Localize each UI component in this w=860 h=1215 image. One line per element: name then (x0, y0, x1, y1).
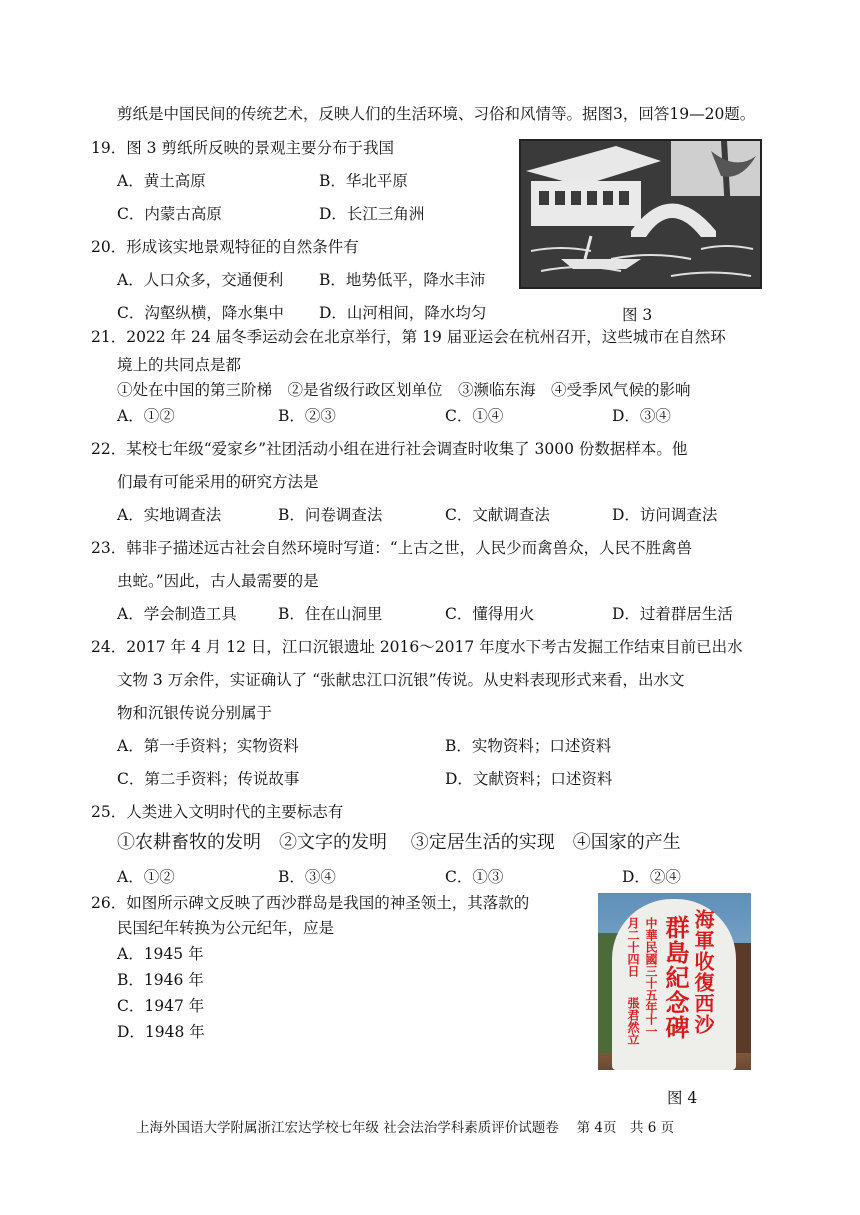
q25-option-d: D．②④ (622, 868, 681, 886)
question-21-stem-line2: 境上的共同点是都 (117, 356, 242, 374)
q20-option-a: A．人口众多，交通便利 (117, 271, 284, 289)
stele-text-col3: 中華民國三十五年十一 (644, 917, 658, 1037)
q21-option-d: D．③④ (612, 407, 671, 425)
q22-option-a: A．实地调查法 (117, 506, 222, 524)
q19-option-a: A．黄土高原 (117, 172, 206, 190)
q19-option-c: C．内蒙古高原 (117, 205, 222, 223)
question-23-stem-line2: 虫蛇。”因此，古人最需要的是 (117, 572, 319, 590)
question-20-stem: 20．形成该实地景观特征的自然条件有 (91, 238, 359, 256)
stele-text-col4: 月二十四日 (626, 917, 640, 977)
question-22-stem-line2: 们最有可能采用的研究方法是 (117, 473, 319, 491)
stele-text-col2: 群島紀念碑 (661, 915, 689, 1040)
q22-option-c: C．文献调查法 (445, 506, 550, 524)
question-22-stem-line1: 22．某校七年级“爱家乡”社团活动小组在进行社会调查时收集了 3000 份数据样本。他 (91, 440, 688, 458)
question-24-stem-line1: 24．2017 年 4 月 12 日，江口沉银遗址 2016～2017 年度水下考古发掘工作结束目前已出水 (91, 638, 743, 656)
q21-option-c: C．①④ (445, 407, 504, 425)
q23-option-d: D．过着群居生活 (612, 605, 733, 623)
q21-option-a: A．①② (117, 407, 175, 425)
q25-option-b: B．③④ (278, 868, 336, 886)
question-21-statements: ①处在中国的第三阶梯 ②是省级行政区划单位 ③濒临东海 ④受季风气候的影响 (117, 381, 691, 399)
question-21-stem-line1: 21．2022 年 24 届冬季运动会在北京举行，第 19 届亚运会在杭州召开，这些城市在自然环 (91, 328, 726, 346)
q26-option-a: A．1945 年 (117, 945, 204, 963)
q22-option-b: B．问卷调查法 (278, 506, 383, 524)
question-26-stem-line2: 民国纪年转换为公元纪年，应是 (117, 919, 335, 937)
q23-option-b: B．住在山洞里 (278, 605, 383, 623)
figure-4-caption: 图 4 (667, 1089, 698, 1107)
q19-option-b: B．华北平原 (319, 172, 408, 190)
figure-3-papercut (519, 139, 762, 289)
q24-option-c: C．第二手资料；传说故事 (117, 770, 300, 788)
q26-option-b: B．1946 年 (117, 971, 204, 989)
q23-option-a: A．学会制造工具 (117, 605, 237, 623)
figure-4-stele-photo (598, 893, 751, 1070)
q24-option-b: B．实物资料；口述资料 (445, 737, 612, 755)
q20-option-c: C．沟壑纵横，降水集中 (117, 304, 284, 322)
stele-text-col5: 張君然立 (626, 997, 640, 1045)
q21-option-b: B．②③ (278, 407, 336, 425)
question-25-stem: 25．人类进入文明时代的主要标志有 (91, 803, 344, 821)
question-23-stem-line1: 23．韩非子描述远古社会自然环境时写道：“上古之世，人民少而禽兽众，人民不胜禽兽 (91, 539, 693, 557)
q26-option-c: C．1947 年 (117, 997, 205, 1015)
question-24-stem-line2: 文物 3 万余件，实证确认了 “张献忠江口沉银”传说。从史料表现形式来看，出水文 (117, 671, 685, 689)
question-24-stem-line3: 物和沉银传说分别属于 (117, 704, 273, 722)
q24-option-a: A．第一手资料；实物资料 (117, 737, 299, 755)
q19-option-d: D．长江三角洲 (319, 205, 425, 223)
stele-text-col1: 海軍收復西沙 (691, 909, 715, 1035)
q20-option-b: B．地势低平，降水丰沛 (319, 271, 486, 289)
q23-option-c: C．懂得用火 (445, 605, 535, 623)
q24-option-d: D．文献资料；口述资料 (445, 770, 613, 788)
page-footer: 上海外国语大学附属浙江宏达学校七年级 社会法治学科素质评价试题卷 第 4页 共 6 页 (136, 1120, 675, 1136)
figure-3-caption: 图 3 (622, 306, 653, 324)
q25-option-c: C．①③ (445, 868, 504, 886)
question-25-statements: ①农耕畜牧的发明 ②文字的发明 ③定居生活的实现 ④国家的产生 (117, 832, 681, 853)
question-19-stem: 19．图 3 剪纸所反映的景观主要分布于我国 (91, 139, 394, 157)
question-26-stem-line1: 26．如图所示碑文反映了西沙群岛是我国的神圣领土，其落款的 (91, 894, 530, 912)
intro-text: 剪纸是中国民间的传统艺术，反映人们的生活环境、习俗和风情等。据图3，回答19—20题。 (117, 105, 756, 123)
q20-option-d: D．山河相间，降水均匀 (319, 304, 487, 322)
q26-option-d: D．1948 年 (117, 1023, 205, 1041)
q25-option-a: A．①② (117, 868, 175, 886)
q22-option-d: D．访问调查法 (612, 506, 718, 524)
papercut-illustration-icon (521, 141, 760, 287)
